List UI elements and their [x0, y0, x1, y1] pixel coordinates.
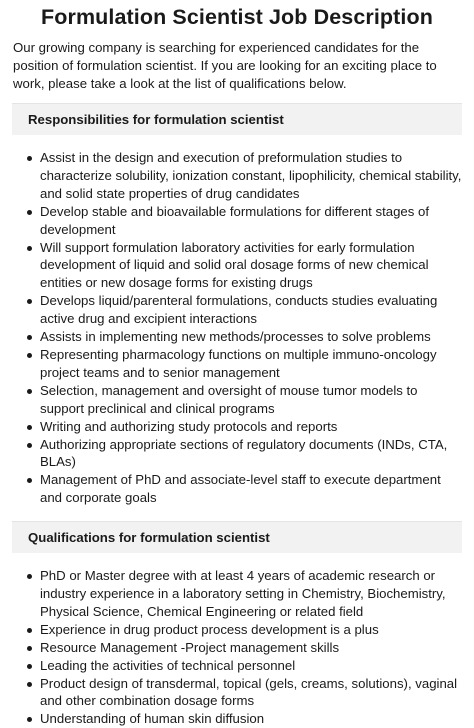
bullet-icon: [27, 425, 32, 430]
list-item: [40, 382, 462, 418]
intro-paragraph: Our growing company is searching for experienced candidates for the position of formulation scientist. If you are looking for an exciting place to work, please take a look at the list of qualifications below.: [13, 40, 437, 91]
list-item: [40, 657, 462, 675]
list-item: [40, 328, 462, 346]
list-item-text: Understanding of human skin diffusion: [40, 711, 265, 727]
list-item-text: Authorizing appropriate sections of regulatory documents (INDs, CTA, BLAs): [40, 436, 448, 470]
bullet-icon: [27, 443, 32, 448]
list-item-text: PhD or Master degree with at least 4 years of academic research or industry experience in a laboratory setting in Chemistry, Biochemistry, Physical Science, Chemical Engineering or related field: [40, 568, 446, 619]
list-item: [40, 292, 462, 328]
list-item-text: Assist in the design and execution of preformulation studies to characterize solubility, ionization constant, lipophilicity, chemical stability, and solid state properties of drug candidates: [40, 150, 462, 201]
list-item: [40, 436, 462, 472]
bullet-icon: [27, 646, 32, 651]
list-item: [40, 567, 462, 621]
list-item: [40, 239, 462, 293]
list-item-text: Representing pharmacology functions on multiple immuno-oncology project teams and to senior management: [40, 346, 437, 380]
list-item-text: Selection, management and oversight of mouse tumor models to support preclinical and clinical programs: [40, 382, 418, 416]
list-item: [40, 346, 462, 382]
bullet-icon: [27, 389, 32, 394]
list-item: [40, 418, 462, 436]
responsibilities-list: [12, 149, 462, 507]
list-item-text: Assists in implementing new methods/processes to solve problems: [40, 329, 431, 345]
bullet-icon: [27, 478, 32, 483]
responsibilities-heading: Responsibilities for formulation scientist: [12, 103, 462, 135]
bullet-icon: [27, 299, 32, 304]
bullet-icon: [27, 682, 32, 687]
list-item: [40, 149, 462, 203]
list-item: [40, 675, 462, 711]
qualifications-heading: Qualifications for formulation scientist: [12, 521, 462, 553]
bullet-icon: [27, 574, 32, 579]
bullet-icon: [27, 628, 32, 633]
list-item-text: Leading the activities of technical personnel: [40, 657, 296, 673]
list-item-text: Product design of transdermal, topical (gels, creams, solutions), vaginal and other combination dosage forms: [40, 675, 458, 709]
list-item-text: Resource Management -Project management skills: [40, 639, 340, 655]
bullet-icon: [27, 210, 32, 215]
list-item-text: Develops liquid/parenteral formulations, conducts studies evaluating active drug and excipient interactions: [40, 293, 438, 327]
list-item: [40, 621, 462, 639]
qualifications-list: [12, 567, 462, 728]
list-item: [40, 710, 462, 728]
list-item-text: Develop stable and bioavailable formulations for different stages of development: [40, 203, 430, 237]
list-item-text: Will support formulation laboratory activities for early formulation development of liquid and solid oral dosage forms of new chemical entities or new dosage forms for existing drugs: [40, 239, 429, 291]
bullet-icon: [27, 664, 32, 669]
list-item: [40, 203, 462, 239]
list-item-text: Writing and authorizing study protocols and reports: [40, 418, 338, 434]
bullet-icon: [27, 156, 32, 161]
list-item: [40, 471, 462, 507]
list-item-text: Experience in drug product process development is a plus: [40, 621, 379, 637]
bullet-icon: [27, 353, 32, 358]
bullet-icon: [27, 335, 32, 340]
bullet-icon: [27, 717, 32, 722]
bullet-icon: [27, 246, 32, 251]
list-item: [40, 639, 462, 657]
page-title: Formulation Scientist Job Description: [41, 5, 433, 29]
list-item-text: Management of PhD and associate-level staff to execute department and corporate goals: [40, 472, 441, 506]
